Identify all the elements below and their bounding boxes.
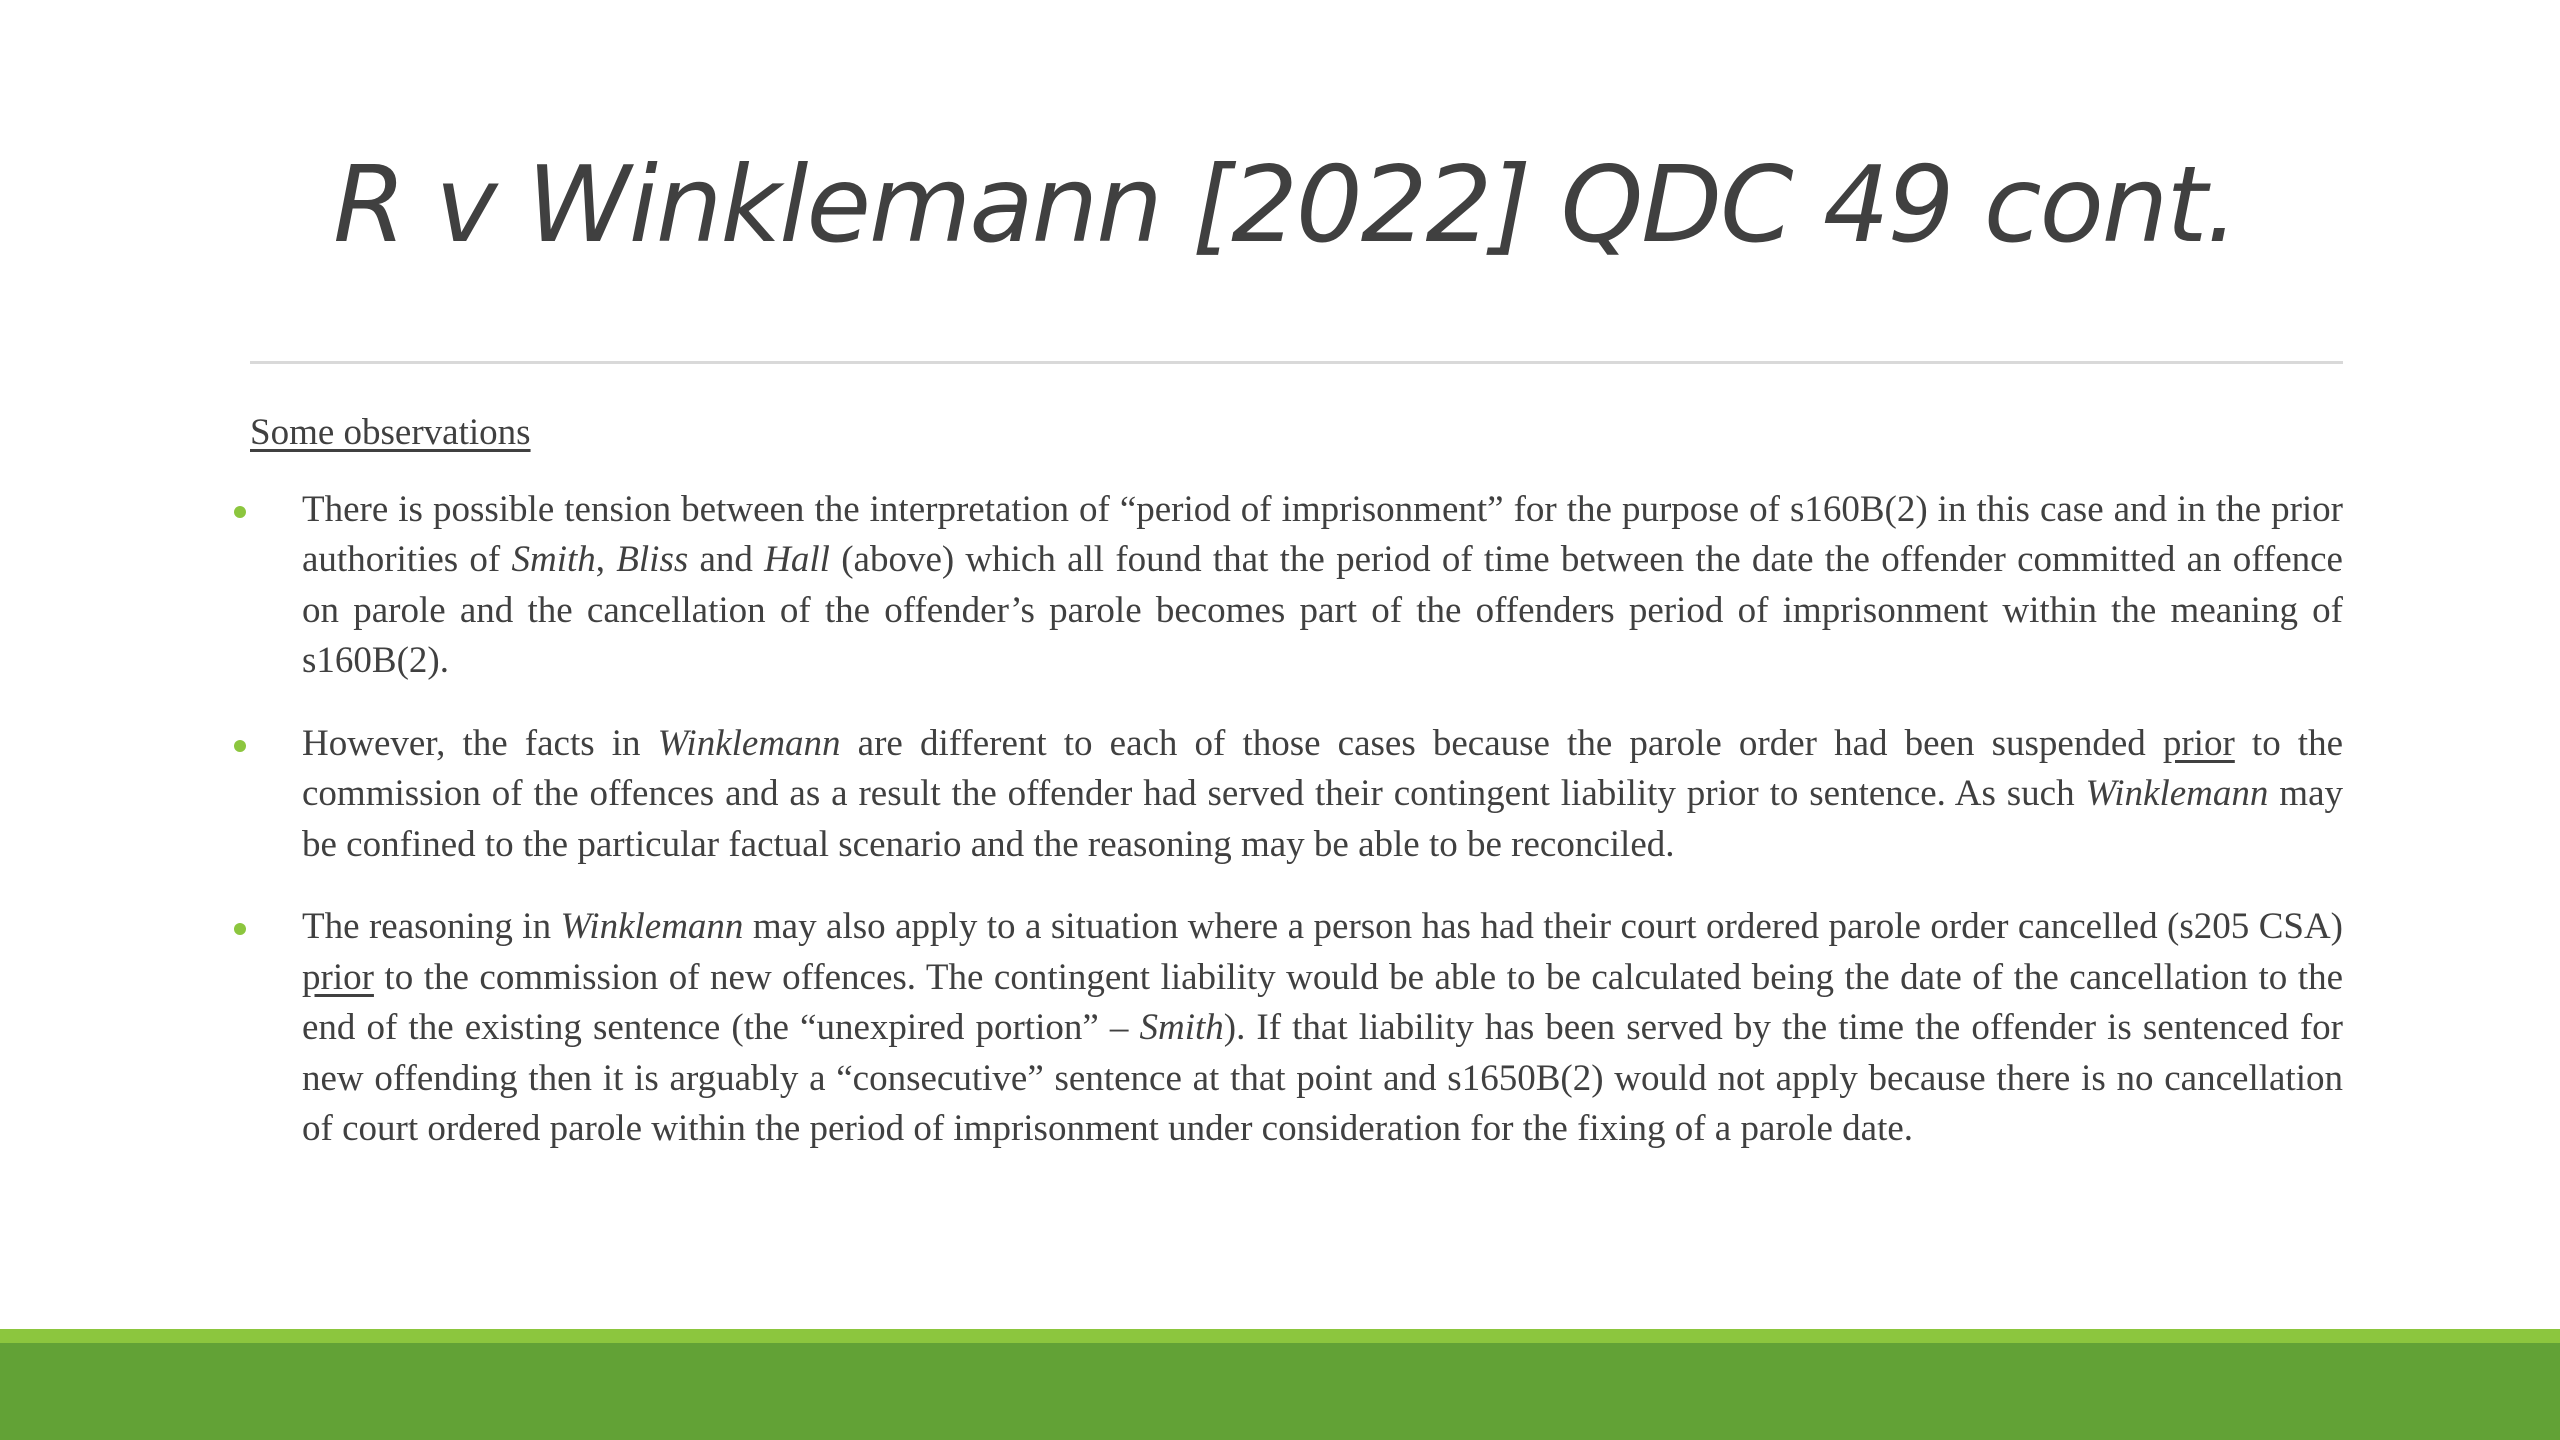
underlined-word: prior <box>2162 722 2235 764</box>
case-name: Smith <box>511 539 596 580</box>
text-segment: ). If that liability has been served by the time the offender is sentenced for new offending then it is arguably a “consecutive” sentence at that point and s1650B(2) would not apply because there is no cancellation of court ordered parole within the period of imprisonment under consideration for the fixing of a parole date. <box>302 1007 2344 1149</box>
underlined-word: prior <box>302 956 374 998</box>
bullet-text <box>302 723 2343 865</box>
text-segment: and <box>688 539 765 580</box>
footer-bar <box>0 1343 2560 1440</box>
text-segment: The reasoning in <box>302 906 561 947</box>
text-segment: However, the facts in <box>302 722 658 764</box>
case-name: Hall <box>764 539 830 580</box>
text-segment: may be confined to the particular factual scenario and the reasoning may be able to be reconciled. <box>302 773 2343 865</box>
bullet-item <box>250 902 2343 1155</box>
text-segment: (above) which all found that the period of time between the date the offender committed an offence on parole and the cancellation of the offender’s parole becomes part of the offenders period of imprisonment within the meaning of s160B(2). <box>302 539 2343 681</box>
bullet-dot-icon <box>234 740 246 752</box>
bullet-dot-icon <box>234 506 246 518</box>
footer-accent-bar <box>0 1329 2560 1343</box>
case-name: Winklemann <box>657 722 841 764</box>
text-segment: are different to each of those cases because the parole order had been suspended <box>840 722 2163 764</box>
bullet-item <box>250 719 2343 871</box>
bullet-item <box>250 485 2343 687</box>
case-name: Bliss <box>616 539 689 580</box>
bullet-dot-icon <box>234 923 246 935</box>
text-segment: , <box>595 539 617 580</box>
case-name: Winklemann <box>2085 773 2269 814</box>
bullet-text <box>302 906 2343 1149</box>
text-segment: There is possible tension between the interpretation of “period of imprisonment” for the purpose of s160B(2) in this case and in the prior authorities of <box>302 488 2343 580</box>
bullet-list <box>250 485 2343 1155</box>
text-segment: to the commission of the offences and as a result the offender had served their contingent liability prior to sentence. As such <box>302 722 2344 814</box>
text-segment: to the commission of new offences. The contingent liability would be able to be calculated being the date of the cancellation to the end of the existing sentence (the “unexpired portion” – <box>302 956 2343 1048</box>
slide-content <box>250 408 2343 1187</box>
text-segment: may also apply to a situation where a person has had their court ordered parole order cancelled (s205 CSA) <box>743 906 2343 947</box>
case-name: Smith <box>1139 1007 1224 1048</box>
case-name: Winklemann <box>560 906 744 947</box>
title-divider <box>250 361 2343 364</box>
slide-title: R v Winklemann [2022] QDC 49 cont. <box>333 144 2237 266</box>
bullet-text <box>302 489 2343 682</box>
subheading: Some observations <box>250 412 531 453</box>
